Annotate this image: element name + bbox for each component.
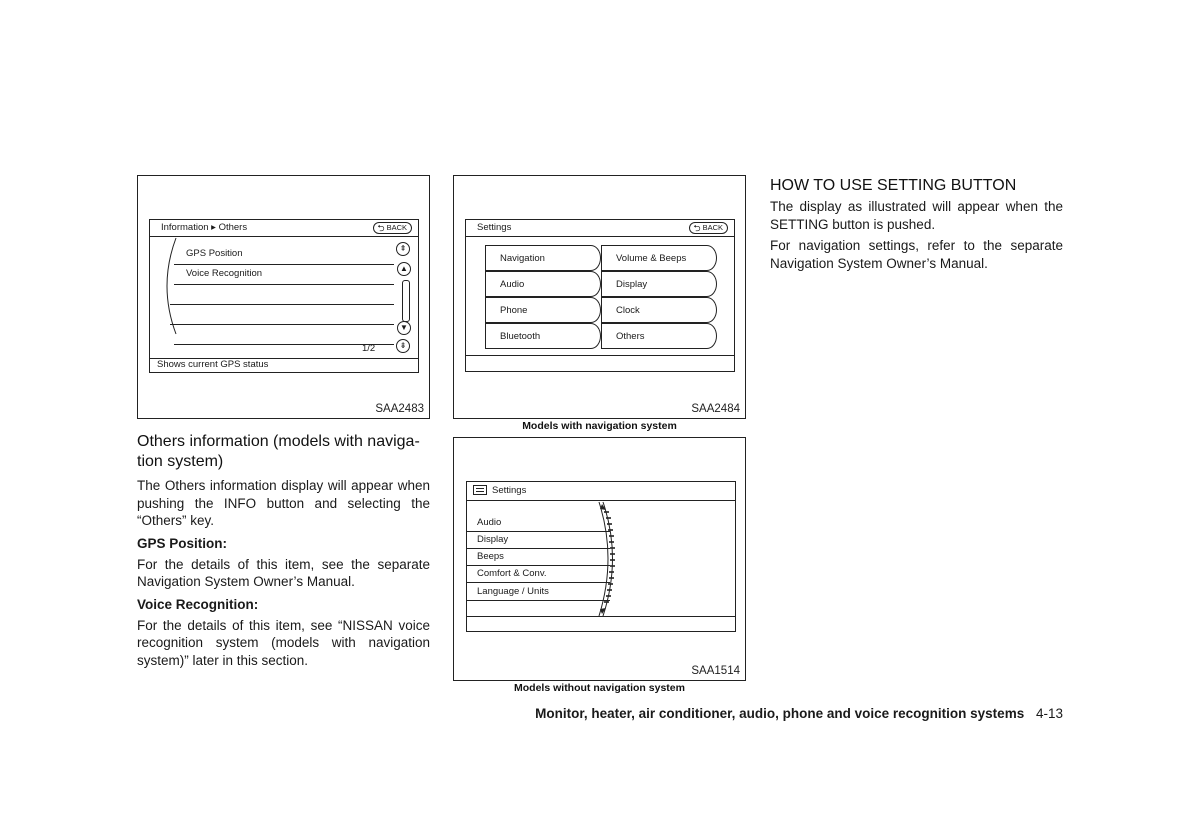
page-up-icon[interactable]: ⇞ bbox=[396, 242, 410, 256]
page-number: 4-13 bbox=[1035, 706, 1063, 721]
screen-title: Settings bbox=[492, 485, 527, 496]
back-icon: ⮌ bbox=[693, 222, 701, 233]
figure-caption: Models without navigation system bbox=[514, 682, 685, 694]
menu-item-bluetooth[interactable] bbox=[485, 323, 601, 349]
menu-item-label: Voice Recognition bbox=[186, 268, 263, 279]
page-footer bbox=[420, 706, 1063, 721]
menu-item-gps-position[interactable] bbox=[174, 244, 394, 265]
back-icon: ⮌ bbox=[377, 222, 385, 233]
screen-title: Information ▸ Others bbox=[161, 222, 248, 233]
menu-item-beeps[interactable] bbox=[467, 548, 610, 566]
menu-item-label: Display bbox=[616, 279, 648, 290]
figure-code: SAA1514 bbox=[691, 665, 740, 677]
menu-item-label: Beeps bbox=[477, 551, 504, 562]
menu-item-empty[interactable] bbox=[170, 304, 394, 325]
status-bar bbox=[466, 355, 734, 371]
screen-header bbox=[467, 482, 735, 501]
settings-icon bbox=[473, 485, 487, 495]
back-label: BACK bbox=[702, 223, 723, 232]
menu-item-label: Clock bbox=[616, 305, 640, 316]
menu-item-label: Comfort & Conv. bbox=[477, 568, 547, 579]
menu-item-label: Audio bbox=[477, 517, 502, 528]
menu-item-audio[interactable] bbox=[467, 514, 610, 532]
back-label: BACK bbox=[386, 223, 407, 232]
menu-list bbox=[150, 236, 394, 358]
menu-item-audio[interactable] bbox=[485, 271, 601, 297]
menu-item-label: Phone bbox=[500, 305, 528, 316]
scroll-up-icon[interactable]: ▲ bbox=[397, 262, 411, 276]
menu-item-voice-recognition[interactable] bbox=[174, 264, 394, 285]
figure-settings-without-nav bbox=[453, 437, 746, 681]
menu-item-display[interactable] bbox=[601, 271, 717, 297]
screen-information-others bbox=[149, 219, 419, 373]
menu-item-empty[interactable] bbox=[170, 284, 394, 305]
scroll-down-icon[interactable]: ▼ bbox=[397, 321, 411, 335]
menu-item-volume-beeps[interactable] bbox=[601, 245, 717, 271]
page-indicator: 1/2 bbox=[362, 343, 376, 354]
menu-item-comfort-conv[interactable] bbox=[467, 565, 610, 583]
menu-item-label: Others bbox=[616, 331, 645, 342]
figure-caption: Models with navigation system bbox=[522, 420, 677, 432]
page-down-icon[interactable]: ⇟ bbox=[396, 339, 410, 353]
menu-item-label: Navigation bbox=[500, 253, 545, 264]
menu-item-label: Language / Units bbox=[477, 586, 549, 597]
menu-item-empty[interactable] bbox=[174, 324, 394, 345]
menu-item-navigation[interactable] bbox=[485, 245, 601, 271]
menu-item-label: Volume & Beeps bbox=[616, 253, 687, 264]
status-text: Shows current GPS status bbox=[157, 359, 269, 370]
back-button[interactable] bbox=[689, 222, 728, 234]
menu-item-label: Bluetooth bbox=[500, 331, 541, 342]
menu-item-label: Display bbox=[477, 534, 509, 545]
screen-header bbox=[150, 220, 418, 237]
voice-recognition-text: For the details of this item, see “NISSAN voice recognition system (models with navigation system)” later in this section. bbox=[137, 617, 430, 668]
menu-item-label: Audio bbox=[500, 279, 525, 290]
figure-settings-with-nav bbox=[453, 175, 746, 419]
menu-item-label: GPS Position bbox=[186, 248, 243, 259]
navigation-settings-paragraph: For navigation settings, refer to the separate Navigation System Owner’s Manual. bbox=[770, 238, 1063, 271]
screen-title: Settings bbox=[477, 222, 512, 233]
scroll-track[interactable] bbox=[402, 280, 410, 322]
figure-code: SAA2483 bbox=[375, 403, 424, 415]
menu-item-clock[interactable] bbox=[601, 297, 717, 323]
section-heading: HOW TO USE SETTING BUTTON bbox=[770, 177, 1017, 194]
gps-position-heading: GPS Position: bbox=[137, 535, 228, 551]
right-column bbox=[770, 176, 1063, 272]
back-button[interactable] bbox=[373, 222, 412, 234]
figure-code: SAA2484 bbox=[691, 403, 740, 415]
setting-button-paragraph: The display as illustrated will appear when the SETTING button is pushed. bbox=[770, 199, 1063, 232]
intro-paragraph: The Others information display will appear when pushing the INFO button and selecting the “Others” key. bbox=[137, 478, 430, 528]
figure-information-others bbox=[137, 175, 430, 419]
gps-position-text: For the details of this item, see the separate Navigation System Owner’s Manual. bbox=[137, 556, 430, 589]
footer-section-title: Monitor, heater, air conditioner, audio, phone and voice recognition systems bbox=[535, 706, 1025, 721]
menu-item-display[interactable] bbox=[467, 531, 610, 549]
left-column bbox=[137, 432, 430, 669]
section-heading: Others information (models with naviga- tion system) bbox=[137, 433, 420, 470]
scroll-wheel-icon[interactable] bbox=[595, 500, 619, 618]
status-bar bbox=[467, 616, 735, 631]
screen-settings bbox=[466, 481, 736, 632]
screen-header bbox=[466, 220, 734, 237]
screen-settings bbox=[465, 219, 735, 372]
menu-item-language-units[interactable] bbox=[467, 583, 610, 601]
menu-item-phone[interactable] bbox=[485, 297, 601, 323]
menu-item-others[interactable] bbox=[601, 323, 717, 349]
status-bar bbox=[150, 358, 418, 372]
voice-recognition-heading: Voice Recognition: bbox=[137, 596, 259, 612]
